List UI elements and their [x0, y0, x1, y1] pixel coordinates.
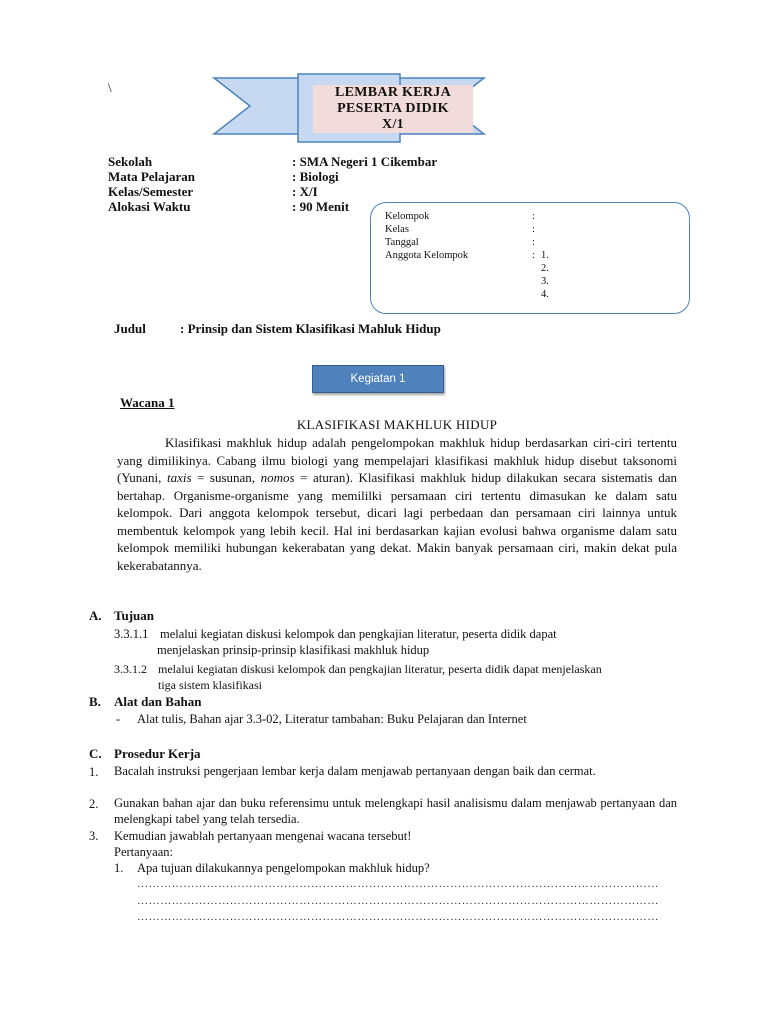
article-title: KLASIFIKASI MAKHLUK HIDUP: [296, 417, 498, 432]
group-label-tanggal: Tanggal: [385, 237, 419, 248]
banner-title: [310, 85, 476, 133]
member-4: 4.: [541, 289, 549, 300]
tujuan-1-num: 3.3.1.1: [114, 627, 149, 641]
section-a-title: Tujuan: [114, 608, 154, 623]
alat-item: Alat tulis, Bahan ajar 3.3-02, Literatur tambahan: Buku Pelajaran dan Internet: [137, 712, 527, 726]
tujuan-1-line1: melalui kegiatan diskusi kelompok dan pengkajian literatur, peserta didik dapat: [160, 627, 557, 641]
tujuan-2-line2: tiga sistem klasifikasi: [158, 678, 262, 692]
tujuan-2-num: 3.3.1.2: [114, 662, 147, 676]
info-label-mapel: Mata Pelajaran: [108, 169, 196, 184]
info-label-kelas: Kelas/Semester: [108, 184, 194, 199]
group-colon-2: :: [532, 224, 535, 235]
banner-line-2: PESERTA DIDIK: [337, 101, 449, 116]
section-b-letter: B.: [89, 694, 101, 709]
title-banner: [210, 72, 488, 144]
step-3-num: 3.: [89, 829, 99, 843]
info-value-waktu: : 90 Menit: [292, 199, 350, 214]
banner-line-3: X/1: [382, 117, 404, 132]
step-1-num: 1.: [89, 765, 99, 779]
section-c-title: Prosedur Kerja: [114, 746, 201, 761]
article-text-1: Klasifikasi makhluk hidup adalah pengelompokan makhluk hidup berdasarkan ciri-ciri tertentu yang dimilikinya. Cabang ilmu biologi yang mempelajari klasifikasi makhluk hidup disebut taksonomi (Yunani,: [117, 435, 677, 485]
pertanyaan-label: Pertanyaan:: [114, 845, 174, 859]
tujuan-2-line1: melalui kegiatan diskusi kelompok dan pengkajian literatur, peserta didik dapat menjelaskan: [158, 662, 602, 676]
step-2-num: 2.: [89, 797, 99, 811]
article-nomos: nomos: [260, 470, 295, 485]
banner-line-1: LEMBAR KERJA: [335, 85, 451, 100]
stray-backslash: \: [108, 80, 112, 95]
kegiatan-1-button[interactable]: Kegiatan 1: [312, 365, 444, 393]
section-a-letter: A.: [89, 608, 102, 623]
step-2-text: Gunakan bahan ajar dan buku referensimu untuk melengkapi hasil analisismu dalam menjawab pertanyaan dan melengkapi tabel yang telah tersedia.: [114, 796, 677, 826]
question-1-num: 1.: [114, 861, 124, 875]
answer-line-1[interactable]: ………………………………………………………………………………………………………………………: [137, 878, 659, 890]
article-text-3: = aturan). Klasifikasi makhluk hidup dilakukan secara sistematis dan bertahap. Organisme-organisme yang memililki persamaan ciri tertentu dimasukan ke dalam satu kelompok. Dari anggota kelompok tersebut, dicari lagi perbedaan dan persamaan ciri lainnya untuk membentuk kelompok yang lebih kecil. Hal ini berdasarkan kajian evolusi bahwa organisme dalam satu kelompok memiliki hubungan kekerabatan yang dekat. Makin banyak persamaan ciri, makin dekat pula kekerabatannya.: [117, 470, 677, 573]
group-label-kelompok: Kelompok: [385, 211, 430, 222]
member-2: 2.: [541, 263, 549, 274]
section-b-title: Alat dan Bahan: [114, 694, 202, 709]
article-text-2: = susunan,: [191, 470, 261, 485]
answer-line-3[interactable]: ………………………………………………………………………………………………………………………: [137, 911, 659, 923]
step-1-text: Bacalah instruksi pengerjaan lembar kerja dalam menjawab pertanyaan dengan baik dan cermat.: [114, 764, 596, 778]
group-label-anggota: Anggota Kelompok: [385, 250, 469, 261]
judul-value: : Prinsip dan Sistem Klasifikasi Mahluk Hidup: [180, 321, 441, 336]
group-colon-1: :: [532, 211, 535, 222]
group-label-kelas: Kelas: [385, 224, 409, 235]
tujuan-1-line2: menjelaskan prinsip-prinsip klasifikasi makhluk hidup: [157, 643, 430, 657]
question-1-text: Apa tujuan dilakukannya pengelompokan makhluk hidup?: [137, 861, 430, 875]
judul-label: Judul: [114, 321, 146, 336]
article-taxis: taxis: [166, 470, 192, 485]
member-1: 1.: [541, 250, 549, 261]
group-colon-3: :: [532, 237, 535, 248]
info-value-kelas: : X/I: [292, 184, 318, 199]
group-colon-4: :: [532, 250, 535, 261]
info-value-mapel: : Biologi: [292, 169, 339, 184]
step-3-text: Kemudian jawablah pertanyaan mengenai wacana tersebut!: [114, 829, 412, 843]
article-paragraph: [117, 434, 677, 574]
member-3: 3.: [541, 276, 549, 287]
info-label-waktu: Alokasi Waktu: [108, 199, 191, 214]
answer-line-2[interactable]: ………………………………………………………………………………………………………………………: [137, 895, 659, 907]
alat-dash: -: [116, 712, 121, 726]
info-value-sekolah: : SMA Negeri 1 Cikembar: [292, 154, 438, 169]
info-label-sekolah: Sekolah: [108, 154, 153, 169]
section-c-letter: C.: [89, 746, 102, 761]
wacana-label: Wacana 1: [120, 395, 175, 410]
